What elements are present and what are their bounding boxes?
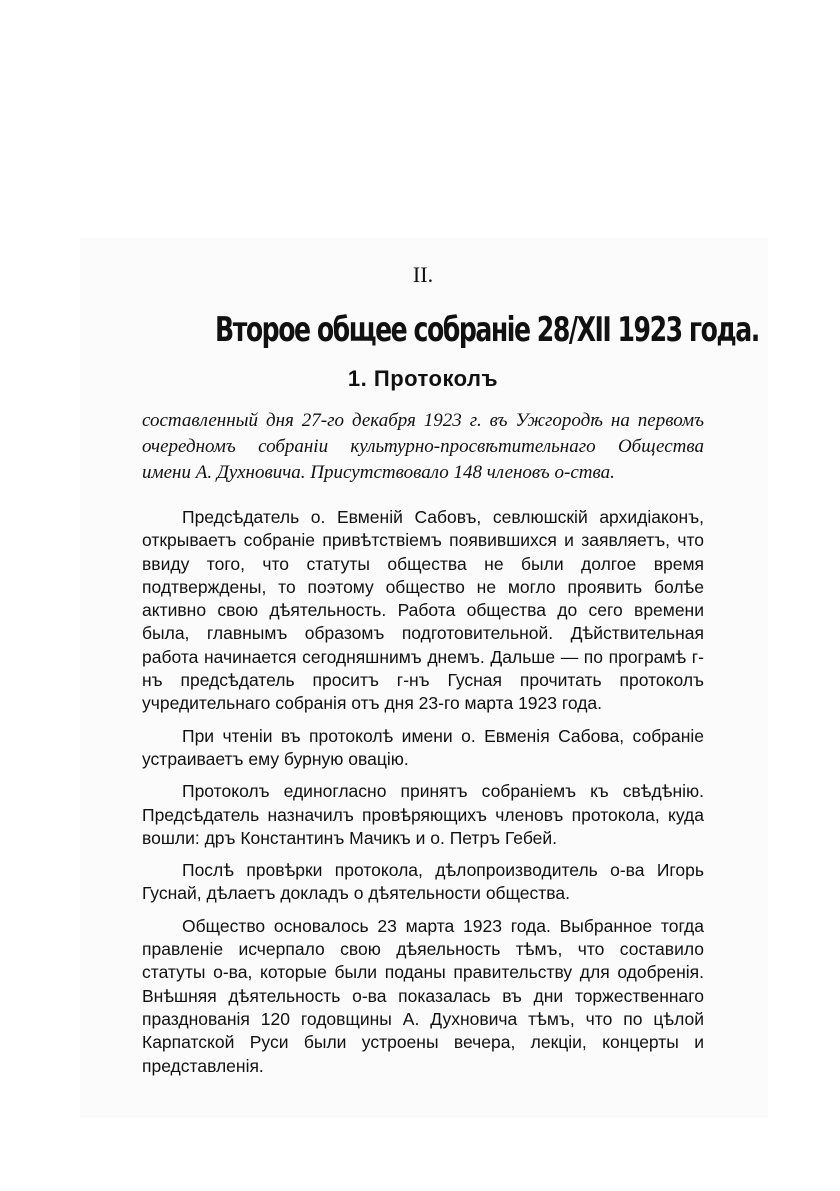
page-title: Второе общее собранiе 28/XII 1923 года. [215,310,759,350]
body-paragraph: Протоколъ единогласно принятъ собранiемъ къ свѣдѣнiю. Предсѣдатель назначилъ провѣряющихъ членовъ протокола, куда вошли: дръ Константинъ Мачикъ и о. Петръ Гебей. [142,781,704,848]
page-content [142,262,759,1087]
body-paragraph: Послѣ провѣрки протокола, дѣлопроизводитель о-ва Игорь Гуснай, дѣлаетъ докладъ о дѣятельности общества. [142,860,704,904]
body-paragraph: Общество основалось 23 марта 1923 года. Выбранное тогда правленiе исчерпало свою дѣяельность тѣмъ, что составило статуты о-ва, которые были поданы правительству для одобренiя. Внѣшняя дѣятельность о-ва показалась въ дни торжественнаго празднованiя 120 годовщины А. Духновича тѣмъ, что по цѣлой Карпатской Руси были устроены вечера, лекцiи, концерты и представленiя. [142,915,704,1076]
body-paragraph: При чтенiи въ протоколѣ имени о. Евменiя Сабова, собранiе устраиваетъ ему бурную овацiю. [142,725,704,769]
body-paragraph: Предсѣдатель о. Евменiй Сабовъ, севлюшскiй архидiаконъ, открываетъ собранiе привѣтствiемъ появившихся и заявляетъ, что ввиду того, что статуты общества не были долгое время подтверждены, то поэтому общество не могло проявить болѣе активно свою дѣятельность. Работа общества до сего времени была, главнымъ образомъ подготовительной. Дѣйствительная работа начинается сегодняшнимъ днемъ. Дальше — по програмѣ г-нъ предсѣдатель проситъ г-нъ Гусная прочитать протоколъ учредительнаго собранiя отъ дня 23-го марта 1923 года. [142,507,704,714]
protocol-heading: 1. Протоколъ [347,366,499,391]
section-number: II. [412,262,434,287]
intro-paragraph: составленный дня 27-го декабря 1923 г. въ Ужгородѣ на первомъ очередномъ собранiи культурно-просвѣтительнаго Общества имени А. Духновича. Присутствовало 148 членовъ о-ства. [142,410,704,483]
